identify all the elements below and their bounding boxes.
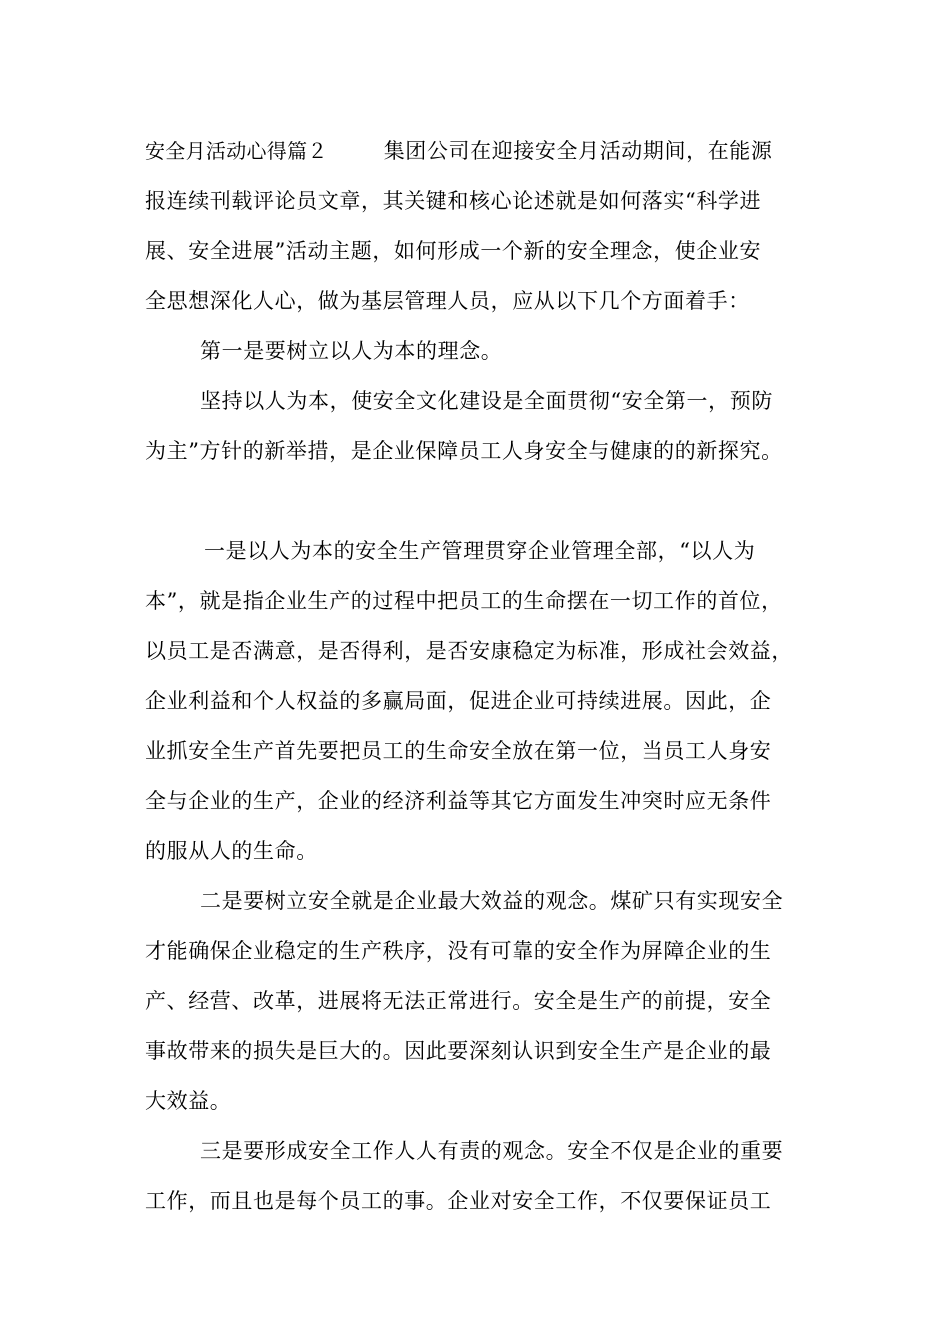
body-line-21: 工作，而且也是每个员工的事。企业对安全工作，不仅要保证员工 [145,1189,772,1213]
body-line-7: 为主”方针的新举措，是企业保障员工人身安全与健康的的新探究。 [145,439,783,463]
body-line-20: 三是要形成安全工作人人有责的观念。安全不仅是企业的重要 [200,1139,784,1163]
paragraph-text: 集团公司在迎接安全月活动期间，在能源 [383,139,773,163]
body-line-11: 企业利益和个人权益的多赢局面，促进企业可持续进展。因此，企 [145,689,772,713]
body-line-10: 以员工是否满意，是否得利，是否安康稳定为标准，形成社会效益， [145,639,793,663]
body-line-6: 坚持以人为本，使安全文化建设是全面贯彻“安全第一，预防 [200,389,773,413]
document-heading: 安全月活动心得篇２ [145,139,328,163]
body-line-4: 全思想深化人心，做为基层管理人员，应从以下几个方面着手： [145,289,750,313]
body-line-9: 本”，就是指企业生产的过程中把员工的生命摆在一切工作的首位， [145,589,783,613]
body-line-13: 全与企业的生产，企业的经济利益等其它方面发生冲突时应无条件 [145,789,772,813]
body-line-1 [145,136,805,166]
section-heading-1: 第一是要树立以人为本的理念。 [200,339,503,363]
body-line-16: 才能确保企业稳定的生产秩序，没有可靠的安全作为屏障企业的生 [145,939,772,963]
body-line-15: 二是要树立安全就是企业最大效益的观念。煤矿只有实现安全 [200,889,784,913]
body-line-12: 业抓安全生产首先要把员工的生命安全放在第一位，当员工人身安 [145,739,772,763]
body-line-14: 的服从人的生命。 [145,839,318,863]
body-line-8: 一是以人为本的安全生产管理贯穿企业管理全部，“以人为 [204,539,756,563]
body-line-17: 产、经营、改革，进展将无法正常进行。安全是生产的前提，安全 [145,989,772,1013]
body-line-18: 事故带来的损失是巨大的。因此要深刻认识到安全生产是企业的最 [145,1039,772,1063]
body-line-2: 报连续刊载评论员文章，其关键和核心论述就是如何落实“科学进 [145,189,762,213]
body-line-3: 展、安全进展”活动主题，如何形成一个新的安全理念，使企业安 [145,239,762,263]
body-line-19: 大效益。 [145,1089,232,1113]
